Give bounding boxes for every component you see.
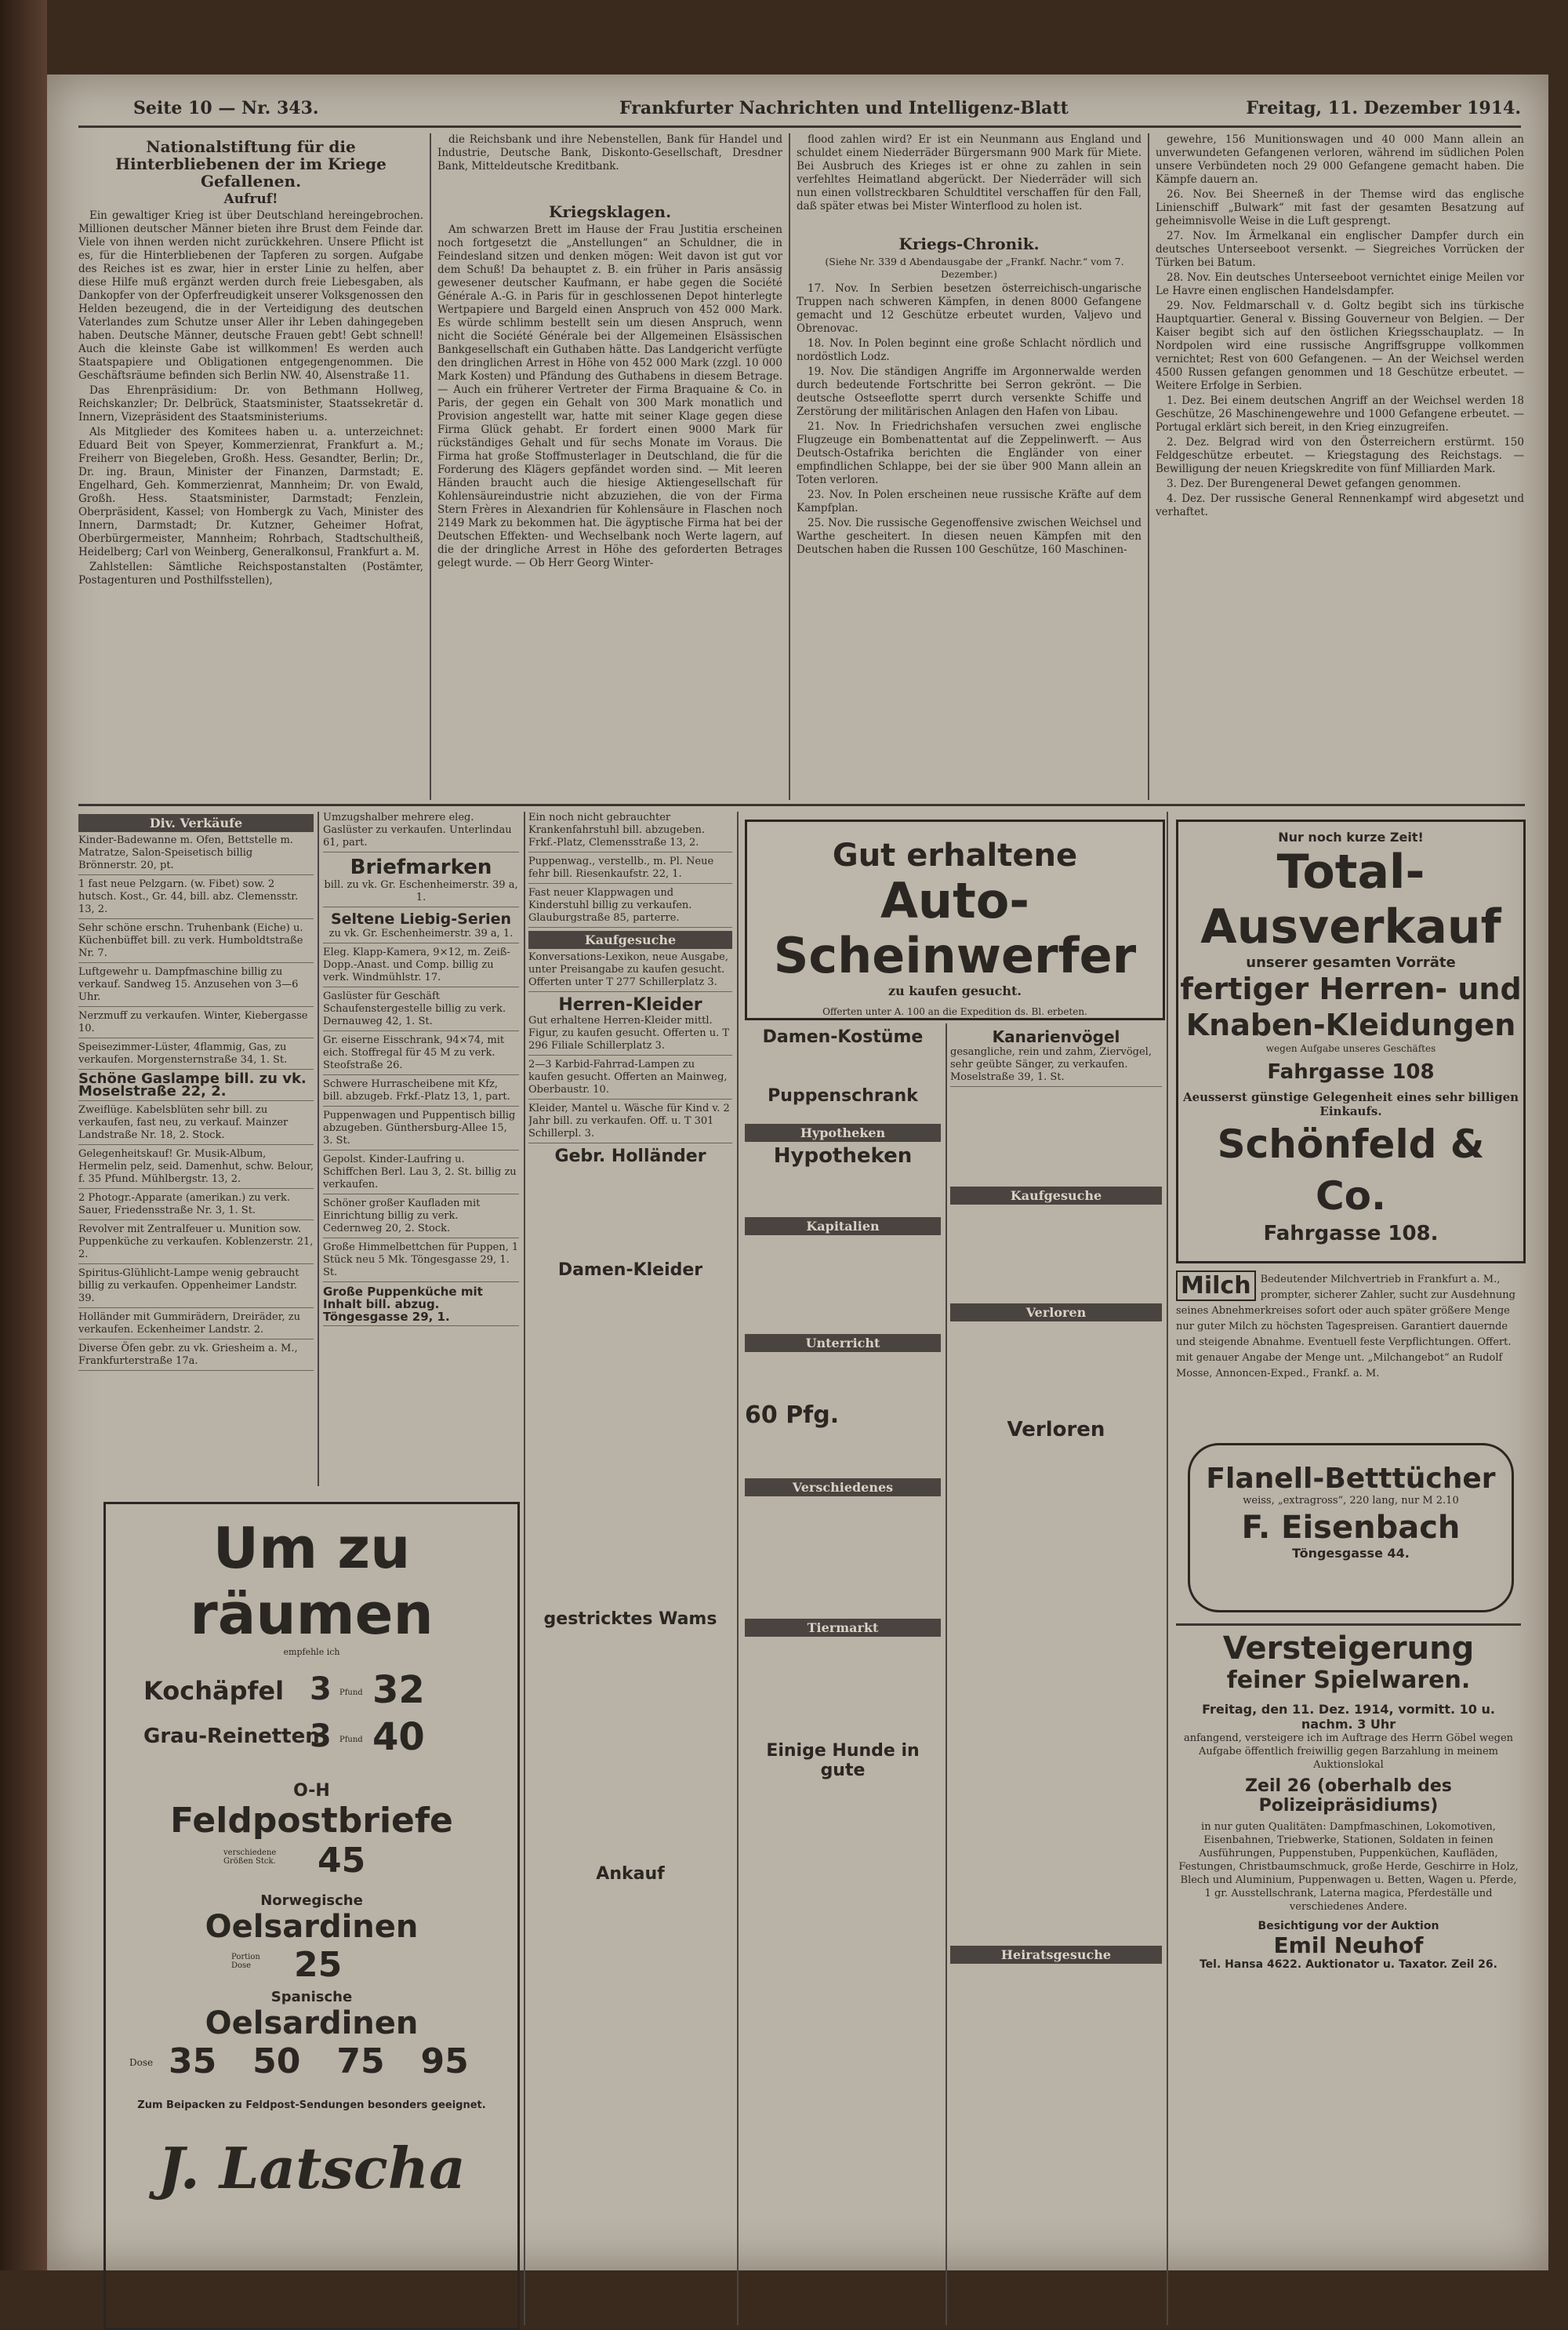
ad-kanarien-text: gesangliche, rein und zahm, Ziervögel, sehr geübte Sänger, zu verkaufen. Moselstraße 39, 1. St. — [950, 1046, 1162, 1087]
ad-verst-name: Emil Neuhof — [1273, 1932, 1424, 1958]
ad-total-addr1: Fahrgasse 108 — [1267, 1060, 1435, 1084]
chronik-item: 4. Dez. Der russische General Rennenkampf wird abgesetzt und verhaftet. — [1156, 493, 1524, 518]
paragraph: Am schwarzen Brett im Hause der Frau Justitia erscheinen noch fortgesetzt die „Anstellungen“ an Schuldner, die in Feindesland sitzen und denken mögen: Weit davon ist gut vor dem Schuß! Da behauptet z. B. ein früher in Paris ansässig gewesener deutscher Kaufmann, er habe gegen die Société Générale A.-G. in Paris für in geschlossenen Depot hinterlegte Wertpapiere und Bargeld einen Anspruch von 452 000 Mark. Es würde schlimm bestellt sein um diesen Anspruch, wenn nicht die Société Générale bei der Allgemeinen Elsässischen Bankgesellschaft ein Guthaben hätte. Das Landgericht verfügte den dringlichen Arrest in Höhe von 452 000 Mark (zzgl. 10 000 Mark Kosten) und Pfändung des Guthabens in diesem Betrage. — Auch ein früherer Vertreter der Firma Braquaine & Co. in Paris, der gegen ein Gehalt von 300 Mark monatlich und Provision angestellt war, hatte mit seiner Klage gegen diese Firma Glück gehabt. Er fordert einen 9000 Mark für rückständiges Gehalt und für sechs Monate im Voraus. Die Firma hat große Stoffmusterlager in Deutschland, die für die Forderung des Klägers gepfändet worden sind. — Mit leeren Händen braucht auch die hiesige Aktiengesellschaft für Kohlensäureindustrie nicht abzuziehen, die von der Firma Stern Frères in Alexandrien für Kohlensäure in Flaschen noch 2149 Mark zu bekommen hat. Die ägyptische Firma hat bei der Deutschen Effekten- und Wechselbank noch Werte lagern, auf die der dringliche Arrest in Höhe des geforderten Betrages gelegt wurde. — Ob Herr Georg Winter- — [437, 224, 782, 569]
ad-ankauf: Ankauf — [596, 1864, 665, 1884]
classified-ad: Luftgewehr u. Dampfmaschine billig zu verkauf. Sandweg 15. Anzusehen von 3—6 Uhr. — [78, 966, 314, 1007]
issue-date: Freitag, 11. Dezember 1914. — [1246, 98, 1521, 118]
article-subtitle-aufruf: Aufruf! — [223, 191, 278, 207]
ad-total-small: Nur noch kurze Zeit! — [1278, 830, 1424, 845]
ad-flanell-addr: Töngesgasse 44. — [1292, 1546, 1410, 1561]
classified-ad: Kinder-Badewanne m. Ofen, Bettstelle m. Matratze, Salon-Speisetisch billig Brönnerstr. 20, pt. — [78, 834, 314, 875]
ad-versteigerung — [1176, 1623, 1521, 2167]
classified-ad: Gr. eiserne Eisschrank, 94×74, mit eich. Stoffregal für 45 M zu verk. Steofstraße 26. — [323, 1034, 519, 1075]
ad-pfund: Pfund — [339, 1688, 363, 1697]
ad-einige-hunde: Einige Hunde in gute — [766, 1741, 920, 1780]
ad-line-3: zu kaufen gesucht. — [888, 983, 1022, 998]
ad-feldpost-sub: verschiedene Größen Stck. — [223, 1848, 277, 1866]
ad-gestricktes-wams: gestricktes Wams — [543, 1609, 717, 1629]
classified-col-c — [528, 812, 732, 2325]
ad-milch — [1176, 1270, 1521, 1427]
ad-total-l2: fertiger Herren- und — [1180, 972, 1522, 1006]
ad-kanarien-title: Kanarienvögel — [992, 1027, 1120, 1046]
ad-oelsardinen: Oelsardinen — [205, 1909, 419, 1945]
chronik-note: (Siehe Nr. 339 d Abendausgabe der „Frankf. Nachr.“ vom 7. Dezember.) — [825, 256, 1124, 280]
ad-grau-reinetten: Grau-Reinetten — [143, 1725, 320, 1748]
paragraph: Ein gewaltiger Krieg ist über Deutschland hereingebrochen. Millionen deutscher Männer bieten ihre Brust dem Feinde dar. Viele von ihnen werden nicht zurückkehren. Unsere Pflicht ist es, für die Hinterbliebenen der Tapferen zu sorgen. Aufgabe des Reiches ist es zwar, hier in erster Linie zu helfen, aber diese Hilfe muß ergänzt werden durch freie Liebesgaben, als Dankopfer von der Opferfreudigkeit unserer Volksgenossen den Helden bezeugend, die in der Verteidigung des deutschen Vaterlandes zum Schutze unser Aller ihr Leben dahingegeben haben. Deutsche Männer, deutsche Frauen gebt! Gebt schnell! Auch die kleinste Gabe ist willkommen! Es werden auch Staatspapiere und Obligationen entgegengenommen. Die Geschäftsräume befinden sich Berlin NW. 40, Alsenstraße 11. — [78, 209, 423, 382]
ad-raeumen-title: Um zu räumen — [190, 1515, 434, 1647]
chronik-item: 28. Nov. Ein deutsches Unterseeboot vernichtet einige Meilen vor Le Havre einen englischen Handelsdampfer. — [1156, 271, 1524, 297]
ad-line-2: Auto-Scheinwerfer — [773, 872, 1137, 984]
section-head-heiratsgesuche: Heiratsgesuche — [950, 1946, 1162, 1964]
ad-flanell-firm: F. Eisenbach — [1241, 1510, 1461, 1546]
section-head-hypotheken: Hypotheken — [745, 1124, 941, 1142]
chronik-item: 19. Nov. Die ständigen Angriffe im Argonnerwalde werden durch bedeutende Fortschritte bei Serron gekrönt. — Die deutsche Ostseeflotte sperrt durch versenkte Schiffe und Zerstörung der militärischen Anlagen den Hafen von Libau. — [797, 365, 1142, 418]
chronik-item: 18. Nov. In Polen beginnt eine große Schlacht nördlich und nordöstlich Lodz. — [797, 337, 1142, 363]
classified-ad: Gepolst. Kinder-Laufring u. Schiffchen Berl. Lau 3, 2. St. billig zu verkaufen. — [323, 1154, 519, 1194]
ad-liebig-title: Seltene Liebig-Serien — [330, 911, 512, 928]
ad-norwegische: Norwegische — [260, 1892, 363, 1909]
classified-ad: Puppenwagen und Puppentisch billig abzugeben. Günthersburg-Allee 15, 3. St. — [323, 1110, 519, 1150]
ad-verst-text: anfangend, versteigere ich im Auftrage des Herrn Göbel wegen Aufgabe öffentlich freiwillig gegen Barzahlung in meinem Auktionslokal — [1183, 1732, 1514, 1771]
ad-flanell-text: weiss, „extragross“, 220 lang, nur M 2.10 — [1243, 1495, 1459, 1507]
ad-verst-addr: Zeil 26 (oberhalb des Polizeipräsidiums) — [1245, 1776, 1452, 1816]
page-number: Seite 10 — Nr. 343. — [133, 98, 319, 118]
paragraph: gewehre, 156 Munitionswagen und 40 000 Mann allein an unverwundeten Gefangenen verloren, während im südlichen Polen unsere Verbündeten noch 29 000 Gefangene gemacht haben. Die Kämpfe dauern an. — [1156, 133, 1524, 186]
section-head-kaufgesuche: Kaufgesuche — [528, 931, 732, 949]
ad-verst-items: in nur guten Qualitäten: Dampfmaschinen, Lokomotiven, Eisenbahnen, Triebwerke, Stationen, Soldaten in feinen Ausführungen, Puppenstuben, Puppenküchen, Kaufläden, Festungen, Christbaumschmuck, große Herde, Geschirre in Holz, Blech und Aluminium, Puppenwagen u. Betten, Wagen u. Pferde, 1 gr. Ausstellschrank, Laterna magica, Pferdeställe und verschiedenes Andere. — [1178, 1821, 1519, 1913]
ad-oelsardinen-2: Oelsardinen — [205, 2005, 419, 2041]
ad-auto-scheinwerfer — [745, 820, 1165, 1020]
ad-total-l1: unserer gesamten Vorräte — [1246, 954, 1456, 971]
classified-col-e — [950, 1027, 1162, 2325]
ad-line-4: Offerten unter A. 100 an die Expedition ds. Bl. erbeten. — [822, 1006, 1087, 1017]
ad-line-1: Gut erhaltene — [832, 838, 1078, 874]
classified-ad: Sehr schöne erschn. Truhenbank (Eiche) u. Küchenbüffet bill. zu verk. Humboldtstraße Nr. 7. — [78, 922, 314, 963]
newspaper-page — [47, 75, 1548, 2270]
chronik-item: 23. Nov. In Polen erscheinen neue russische Kräfte auf dem Kampfplan. — [797, 489, 1142, 514]
ad-total-addr2: Fahrgasse 108. — [1263, 1222, 1439, 1245]
ad-damen-kleider: Damen-Kleider — [557, 1260, 703, 1280]
classified-ad: Zweiflüge. Kabelsblüten sehr bill. zu verkaufen, fast neu, zu verkauf. Mainzer Landstraße Nr. 18, 2. Stock. — [78, 1104, 314, 1145]
ad-verst-sub: feiner Spielwaren. — [1226, 1667, 1471, 1694]
ad-feldpostbriefe: Feldpostbriefe — [170, 1801, 453, 1841]
classified-ad: Eleg. Klapp-Kamera, 9×12, m. Zeiß-Dopp.-Anast. und Comp. billig zu verk. Windmühlstr. 17. — [323, 947, 519, 987]
classified-ad: Puppenwag., verstellb., m. Pl. Neue fehr bill. Riesenkaufstr. 22, 1. — [528, 856, 732, 884]
article-col-2 — [437, 133, 782, 800]
ad-portion: Portion Dose — [231, 1953, 260, 1970]
ad-total-ausverkauf — [1176, 820, 1526, 1263]
article-col-4 — [1156, 133, 1524, 800]
paragraph: Als Mitglieder des Komitees haben u. a. unterzeichnet: Eduard Beit von Speyer, Kommerzienrat, Frankfurt a. M.; Freiherr von Biegeleben, Großh. Hess. Gesandter, Berlin; Dr., Dr. ing. Braun, Minister der Finanzen, Darmstadt; E. Engelhard, Geh. Kommerzienrat, Mannheim; Dr. von Ewald, Großh. Hess. Staatsminister, Darmstadt; Fenzlein, Oberpräsident, Kassel; von Hombergk zu Vach, Minister des Innern, Darmstadt; Dr. Kutzner, Geheimer Hofrat, Oberbürgermeister, Mannheim; Rohrbach, Stadtschultheiß, Heidelberg; Carl von Weinberg, Generalkonsul, Frankfurt a. M. — [78, 426, 423, 558]
ad-briefmarken-text: bill. zu vk. Gr. Eschenheimerstr. 39 a, 1. — [323, 879, 519, 907]
ad-flanell-title: Flanell-Betttücher — [1206, 1463, 1496, 1495]
ad-total-l4: wegen Aufgabe unseres Geschäftes — [1265, 1043, 1436, 1054]
classified-ad: Speisezimmer-Lüster, 4flammig, Gas, zu verkaufen. Morgensternstraße 34, 1. St. — [78, 1041, 314, 1070]
ad-spanische: Spanische — [270, 1989, 353, 2005]
ad-grau-qty: 3 — [310, 1718, 332, 1754]
article-title-nationalstiftung: Nationalstiftung für die Hinterbliebenen der im Kriege Gefallenen. — [115, 137, 387, 191]
masthead: Frankfurter Nachrichten und Intelligenz-Blatt — [619, 98, 1069, 118]
ad-liebig-text: zu vk. Gr. Eschenheimerstr. 39 a, 1. — [323, 928, 519, 943]
classified-ad: Konversations-Lexikon, neue Ausgabe, unter Preisangabe zu kaufen gesucht. Offerten unter T 277 Schillerplatz 3. — [528, 951, 732, 992]
ad-total-title: Total-Ausverkauf — [1200, 845, 1501, 954]
classified-ad: Gut erhaltene Herren-Kleider mittl. Figur, zu kaufen gesucht. Offerten u. T 296 Filiale Schillerplatz 3. — [528, 1015, 732, 1056]
classified-ad: Revolver mit Zentralfeuer u. Munition sow. Puppenküche zu verkaufen. Koblenzerstr. 21, 2. — [78, 1223, 314, 1264]
classified-ad: Fast neuer Klappwagen und Kinderstuhl billig zu verkaufen. Glauburgstraße 85, parterre. — [528, 887, 732, 928]
classified-ad-gaslampe: Schöne Gaslampe bill. zu vk. Moselstraße 22, 2. — [78, 1073, 314, 1101]
ad-prices: 35 50 75 95 — [169, 2041, 469, 2081]
ad-puppenkueche: Große Puppenküche mit Inhalt bill. abzug. Töngesgasse 29, 1. — [323, 1285, 519, 1326]
ad-kochaepfel: Kochäpfel — [143, 1676, 285, 1706]
classified-ad: Spiritus-Glühlicht-Lampe wenig gebraucht billig zu verkaufen. Oppenheimer Landstr. 39. — [78, 1267, 314, 1308]
ad-milch-text: Bedeutender Milchvertrieb in Frankfurt a. M., prompter, sicherer Zahler, sucht zur Ausdehnung seines Abnehmerkreises sofort oder auch später größere Menge nur guter Milch zu höchsten Tagespreisen. Garantiert dauernde und steigende Abnahme. Eventuell feste Verpflichtungen. Offert. mit genauer Angabe der Menge unt. „Milchangebot“ an Rudolf Mosse, Annoncen-Exped., Frankf. a. M. — [1176, 1274, 1515, 1379]
article-col-1 — [78, 133, 423, 800]
classified-ad: Große Himmelbettchen für Puppen, 1 Stück neu 5 Mk. Töngesgasse 29, 1. St. — [323, 1241, 519, 1282]
ad-price-32: 32 — [372, 1668, 425, 1712]
ad-oh: O-H — [293, 1781, 330, 1801]
ad-total-l5: Aeusserst günstige Gelegenheit eines sehr billigen Einkaufs. — [1182, 1090, 1519, 1118]
ad-raeumen-sub: empfehle ich — [283, 1647, 340, 1657]
paragraph: flood zahlen wird? Er ist ein Neunmann aus England und schuldet einem Niederräder Bürgersmann 900 Mark für Miete. Bei Ausbruch des Krieges ist er ohne zu zahlen in sein verfehltes Heimatland abgerückt. Der Niederräder will sich nun einen vollstreckbaren Schuldtitel verschaffen für den Fall, daß später etwas bei Mister Winterflood zu holen ist. — [797, 133, 1142, 213]
ad-verst-besicht: Besichtigung vor der Auktion — [1258, 1920, 1439, 1932]
paragraph: die Reichsbank und ihre Nebenstellen, Bank für Handel und Industrie, Deutsche Bank, Diskonto-Gesellschaft, Dresdner Bank, Mitteldeutsche Kreditbank. — [437, 133, 782, 173]
chronik-item: 27. Nov. Im Ärmelkanal ein englischer Dampfer durch ein deutsches Unterseeboot versenkt. — Siegreiches Vorrücken der Türken bei Batum. — [1156, 230, 1524, 269]
classified-ad: Nerzmuff zu verkaufen. Winter, Kiebergasse 10. — [78, 1010, 314, 1038]
ad-verst-date: Freitag, den 11. Dez. 1914, vormitt. 10 u. nachm. 3 Uhr — [1202, 1702, 1495, 1732]
ad-verst-foot: Tel. Hansa 4622. Auktionator u. Taxator. Zeil 26. — [1199, 1958, 1497, 1971]
classified-ad: Gaslüster für Geschäft Schaufenstergestelle billig zu verk. Dernauweg 42, 1. St. — [323, 991, 519, 1031]
classified-ad: Umzugshalber mehrere eleg. Gaslüster zu verkaufen. Unterlindau 61, part. — [323, 812, 519, 852]
classified-col-b — [323, 812, 519, 1486]
ad-gebr-hollaender: Gebr. Holländer — [554, 1147, 706, 1166]
ad-milch-title: Milch — [1176, 1270, 1256, 1301]
ad-herren-kleider: Herren-Kleider — [558, 995, 702, 1015]
page-header — [78, 94, 1521, 128]
section-head-verkaeufe: Div. Verkäufe — [78, 814, 314, 832]
ad-um-zu-raeumen — [103, 1502, 520, 2330]
ad-puppenschrank: Puppenschrank — [768, 1086, 918, 1106]
classified-ad: Holländer mit Gummirädern, Dreiräder, zu verkaufen. Eckenheimer Landstr. 2. — [78, 1311, 314, 1339]
classified-ad: Kleider, Mantel u. Wäsche für Kind v. 2 Jahr bill. zu verkaufen. Off. u. T 301 Schillerpl. 3. — [528, 1103, 732, 1143]
section-head-verschiedenes: Verschiedenes — [745, 1478, 941, 1496]
section-head-kapitalien: Kapitalien — [745, 1217, 941, 1235]
ad-price-45: 45 — [318, 1841, 366, 1881]
ad-price-25: 25 — [294, 1945, 343, 1985]
classified-ad: 1 fast neue Pelzgarn. (w. Fibet) sow. 2 hutsch. Kost., Gr. 44, bill. abz. Clemensstr. 13, 2. — [78, 878, 314, 919]
ad-pfund-2: Pfund — [339, 1736, 363, 1744]
classified-ad: Schwere Hurrascheibene mit Kfz, bill. abzugeb. Frkf.-Platz 13, 1, part. — [323, 1078, 519, 1107]
section-head-unterricht: Unterricht — [745, 1334, 941, 1352]
article-title-kriegschronik: Kriegs-Chronik. — [898, 234, 1040, 253]
classified-ad: Diverse Öfen gebr. zu vk. Griesheim a. M., Frankfurterstraße 17a. — [78, 1343, 314, 1371]
ad-beipacken: Zum Beipacken zu Feldpost-Sendungen besonders geeignet. — [137, 2099, 486, 2111]
ad-briefmarken-title: Briefmarken — [350, 856, 492, 879]
ad-flanell — [1188, 1443, 1514, 1612]
chronik-item: 2. Dez. Belgrad wird von den Österreichern erstürmt. 150 Feldgeschütze erbeutet. — Kriegstagung des Reichstags. — Bewilligung der neuen Kriegskredite von fünf Milliarden Mark. — [1156, 436, 1524, 475]
article-col-3 — [797, 133, 1142, 800]
ad-total-l3: Knaben-Kleidungen — [1185, 1008, 1516, 1042]
chronik-item: 17. Nov. In Serbien besetzen österreichisch-ungarische Truppen nach schweren Kämpfen, in denen 8000 Gefangene gemacht und 12 Geschütze erbeutet wurden, Valjevo und Obrenovac. — [797, 282, 1142, 335]
paragraph: Das Ehrenpräsidium: Dr. von Bethmann Hollweg, Reichskanzler; Dr. Delbrück, Staatsminister, Staatssekretär d. Innern, Vizepräsident des Staatsministeriums. — [78, 384, 423, 423]
section-head-tiermarkt: Tiermarkt — [745, 1619, 941, 1637]
ad-price-40: 40 — [372, 1715, 425, 1759]
ad-damen-kostueme: Damen-Kostüme — [762, 1027, 924, 1047]
ad-kochaepfel-qty: 3 — [310, 1671, 332, 1707]
article-title-kriegsklagen: Kriegsklagen. — [548, 202, 672, 221]
classified-ad: Schöner großer Kaufladen mit Einrichtung billig zu verk. Cedernweg 20, 2. Stock. — [323, 1198, 519, 1238]
classified-ad: 2—3 Karbid-Fahrrad-Lampen zu kaufen gesucht. Offerten an Mainweg, Oberbaustr. 10. — [528, 1059, 732, 1100]
ad-dose: Dose — [129, 2057, 154, 2068]
classified-ad: Ein noch nicht gebrauchter Krankenfahrstuhl bill. abzugeben. Frkf.-Platz, Clemensstraße 13, 2. — [528, 812, 732, 852]
ad-hypotheken: Hypotheken — [773, 1144, 913, 1168]
ad-latscha-logo: J. Latscha — [158, 2135, 466, 2201]
section-head-verloren: Verloren — [950, 1303, 1162, 1321]
classified-col-a — [78, 812, 314, 1486]
classified-col-d — [745, 1027, 941, 2325]
ad-verloren: Verloren — [1007, 1418, 1105, 1441]
classified-ad: Gelegenheitskauf! Gr. Musik-Album, Hermelin pelz, seid. Damenhut, schw. Belour, f. 35 Pfund. Mühlbergstr. 13, 2. — [78, 1148, 314, 1189]
chronik-item: 29. Nov. Feldmarschall v. d. Goltz begibt sich ins türkische Hauptquartier. General v. Bissing Gouverneur von Belgien. — Der Kaiser begibt sich auf den östlichen Kriegsschauplatz. — In Nordpolen wird eine russische Angriffsgruppe vollkommen vernichtet; Rest von 600 Gefangenen. — An der Weichsel werden 4500 Russen gefangen genommen und 18 Geschütze erbeutet. — Weitere Erfolge in Serbien. — [1156, 300, 1524, 392]
paragraph: Zahlstellen: Sämtliche Reichspostanstalten (Postämter, Postagenturen und Posthilfsstellen), — [78, 561, 423, 587]
chronik-item: 21. Nov. In Friedrichshafen versuchen zwei englische Flugzeuge ein Bombenattentat auf die Zeppelinwerft. — Aus Deutsch-Ostafrika berichten die Engländer von einer empfindlichen Schlappe, bei der sie über 900 Mann allein an Toten verloren. — [797, 420, 1142, 486]
ad-60-pfg: 60 Pfg. — [745, 1401, 840, 1429]
section-head-kaufgesuche-2: Kaufgesuche — [950, 1187, 1162, 1205]
classified-ad: 2 Photogr.-Apparate (amerikan.) zu verk. Sauer, Friedensstraße Nr. 3, 1. St. — [78, 1192, 314, 1220]
chronik-item: 25. Nov. Die russische Gegenoffensive zwischen Weichsel und Warthe gescheitert. In diesen neuen Kämpfen mit den Deutschen haben die Russen 100 Geschütze, 160 Maschinen- — [797, 517, 1142, 556]
chronik-item: 3. Dez. Der Burengeneral Dewet gefangen genommen. — [1167, 478, 1461, 490]
chronik-item: 26. Nov. Bei Sheerneß in der Themse wird das englische Linienschiff „Bulwark“ mit fast der gesamten Besatzung auf geheimnisvolle Weise in die Luft gesprengt. — [1156, 188, 1524, 227]
ad-total-firm: Schönfeld & Co. — [1217, 1121, 1485, 1219]
chronik-item: 1. Dez. Bei einem deutschen Angriff an der Weichsel werden 18 Geschütze, 26 Maschinengewehre und 1000 Gefangene erbeutet. — Portugal erklärt sich bereit, in den Krieg einzugreifen. — [1156, 394, 1524, 434]
ad-verst-title: Versteigerung — [1222, 1630, 1475, 1667]
